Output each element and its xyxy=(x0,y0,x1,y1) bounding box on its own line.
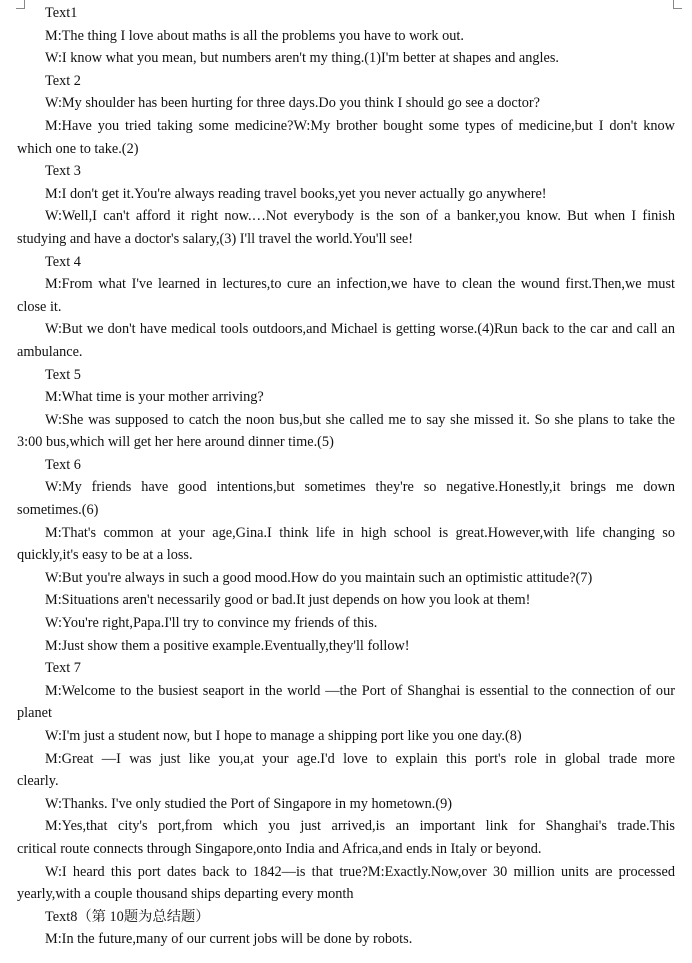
dialogue-line: M:From what I've learned in lectures,to cure an infection,we have to clean the wound first.Then,we must xyxy=(45,276,675,293)
dialogue-line: W:I'm just a student now, but I hope to manage a shipping port like you one day.(8) xyxy=(45,728,522,744)
dialogue-line: W:She was supposed to catch the noon bus,but she called me to say she missed it. So she plans to take the xyxy=(45,411,675,428)
dialogue-line: critical route connects through Singapore,onto India and Africa,and ends in Italy or beyond. xyxy=(17,840,542,857)
section-heading: Text 7 xyxy=(45,660,81,677)
dialogue-line: W:I know what you mean, but numbers aren't my thing.(1)I'm better at shapes and angles. xyxy=(45,50,560,67)
dialogue-line: W:You're right,Papa.I'll try to convince my friends of this. xyxy=(45,615,378,632)
dialogue-line: planet xyxy=(17,705,52,722)
dialogue-line: W:My shoulder has been hurting for three days.Do you think I should go see a doctor? xyxy=(45,95,540,112)
dialogue-line: M:I don't get it.You're always reading travel books,yet you never actually go anywhere! xyxy=(45,185,547,202)
section-heading: Text 6 xyxy=(45,456,81,473)
dialogue-line: M:What time is your mother arriving? xyxy=(45,389,264,406)
section-heading: Text 3 xyxy=(45,163,81,180)
dialogue-line: clearly. xyxy=(17,773,59,790)
dialogue-line: sometimes.(6) xyxy=(17,502,99,519)
dialogue-line: M:In the future,many of our current jobs will be done by robots. xyxy=(45,931,413,948)
dialogue-line: M:Great —I was just like you,at your age.I'd love to explain this port's role in global trade more xyxy=(45,750,675,767)
dialogue-line: M:Just show them a positive example.Eventually,they'll follow! xyxy=(45,637,410,654)
dialogue-line: yearly,with a couple thousand ships departing every month xyxy=(17,886,354,903)
dialogue-line: which one to take.(2) xyxy=(17,140,139,157)
dialogue-line: 3:00 bus,which will get her here around dinner time.(5) xyxy=(17,434,334,451)
section-heading: Text1 xyxy=(45,5,78,21)
dialogue-line: W:But we don't have medical tools outdoors,and Michael is getting worse.(4)Run back to the car and call an xyxy=(45,321,675,338)
dialogue-line: W:Well,I can't afford it right now.…Not everybody is the son of a banker,you know. But when I finish xyxy=(45,208,675,225)
dialogue-line: M:That's common at your age,Gina.I think life in high school is great.However,with life changing so xyxy=(45,524,675,541)
dialogue-line: M:Welcome to the busiest seaport in the world —the Port of Shanghai is essential to the connection of our xyxy=(45,682,675,699)
section-heading: Text 5 xyxy=(45,366,81,383)
dialogue-line: quickly,it's easy to be at a loss. xyxy=(17,547,193,564)
dialogue-line: studying and have a doctor's salary,(3) I'll travel the world.You'll see! xyxy=(17,230,414,247)
dialogue-line: W:But you're always in such a good mood.How do you maintain such an optimistic attitude?(7) xyxy=(45,569,593,586)
dialogue-line: M:Have you tried taking some medicine?W:My brother bought some types of medicine,but I don't know xyxy=(45,117,675,134)
transcript-document xyxy=(17,2,675,951)
dialogue-line: W:I heard this port dates back to 1842—is that true?M:Exactly.Now,over 30 million units are processed xyxy=(45,863,675,880)
dialogue-line: ambulance. xyxy=(17,343,83,360)
section-heading: Text 2 xyxy=(45,72,81,89)
section-heading: Text 4 xyxy=(45,253,81,270)
dialogue-line: M:Situations aren't necessarily good or bad.It just depends on how you look at them! xyxy=(45,592,531,609)
dialogue-line: W:My friends have good intentions,but sometimes they're so negative.Honestly,it brings me down xyxy=(45,479,675,496)
dialogue-line: M:Yes,that city's port,from which you just arrived,is an important link for Shanghai's trade.This xyxy=(45,818,675,835)
section-heading: Text8（第 10题为总结题） xyxy=(45,908,210,925)
dialogue-line: M:The thing I love about maths is all the problems you have to work out. xyxy=(45,27,464,44)
dialogue-line: W:Thanks. I've only studied the Port of Singapore in my hometown.(9) xyxy=(45,795,453,812)
dialogue-line: close it. xyxy=(17,298,62,315)
